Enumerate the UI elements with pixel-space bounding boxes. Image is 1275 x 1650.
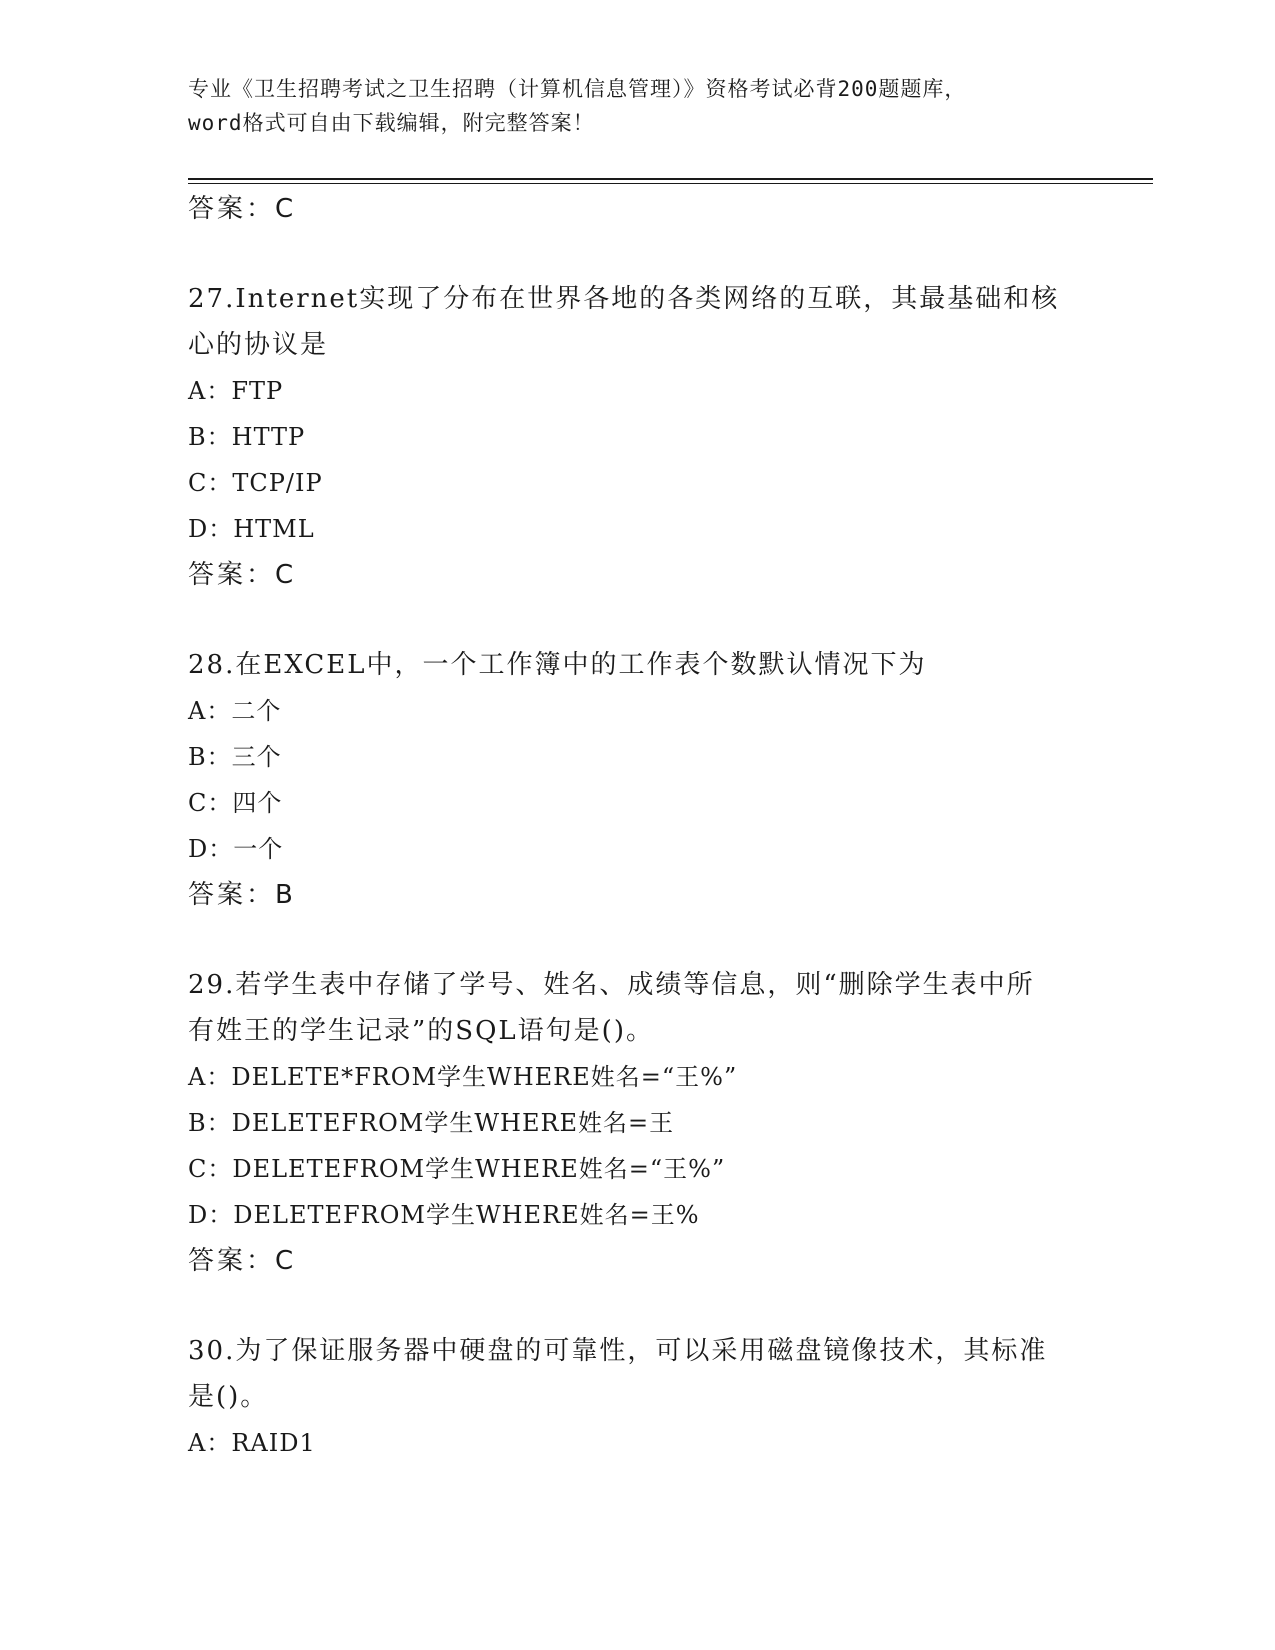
question-text: 30.为了保证服务器中硬盘的可靠性，可以采用磁盘镜像技术，其标准 [188,1336,1048,1366]
answer-line: 答案：B [188,880,296,910]
header-line-1: 专业《卫生招聘考试之卫生招聘（计算机信息管理）》资格考试必背200题题库， [188,77,967,101]
option-c: C：TCP/IP [188,469,323,497]
spacer [188,1284,1088,1328]
question-28 [188,642,1088,918]
question-text: 29.若学生表中存储了学号、姓名、成绩等信息，则“删除学生表中所 [188,970,1035,1000]
spacer [188,232,1088,276]
header-line-2: word格式可自由下载编辑，附完整答案！ [188,111,595,135]
spacer [188,598,1088,642]
header-divider-thick [188,178,1153,180]
question-text: 27.Internet实现了分布在世界各地的各类网络的互联，其最基础和核 [188,284,1060,314]
option-a: A：FTP [188,377,284,405]
answer-line: 答案：C [188,1246,297,1276]
answer-line: 答案：C [188,560,297,590]
question-text: 心的协议是 [188,330,329,360]
document-header [188,72,1088,140]
option-a: A：RAID1 [188,1429,316,1457]
option-b: B：三个 [188,743,282,771]
question-list [188,186,1088,1466]
answer-line: 答案：C [188,194,297,224]
question-text: 是()。 [188,1382,269,1412]
option-c: C：四个 [188,789,283,817]
header-divider-thin [188,183,1153,184]
question-text: 28.在EXCEL中，一个工作簿中的工作表个数默认情况下为 [188,650,927,680]
option-c: C：DELETEFROM学生WHERE姓名=“王%” [188,1155,726,1183]
option-a: A：DELETE*FROM学生WHERE姓名=“王%” [188,1063,738,1091]
question-27 [188,276,1088,598]
question-29 [188,962,1088,1284]
option-d: D：一个 [188,835,284,863]
option-d: D：HTML [188,515,315,543]
option-d: D：DELETEFROM学生WHERE姓名=王% [188,1201,700,1229]
option-b: B：DELETEFROM学生WHERE姓名=王 [188,1109,675,1137]
spacer [188,918,1088,962]
option-a: A：二个 [188,697,282,725]
question-text: 有姓王的学生记录”的SQL语句是()。 [188,1016,654,1046]
question-30 [188,1328,1088,1466]
option-b: B：HTTP [188,423,306,451]
